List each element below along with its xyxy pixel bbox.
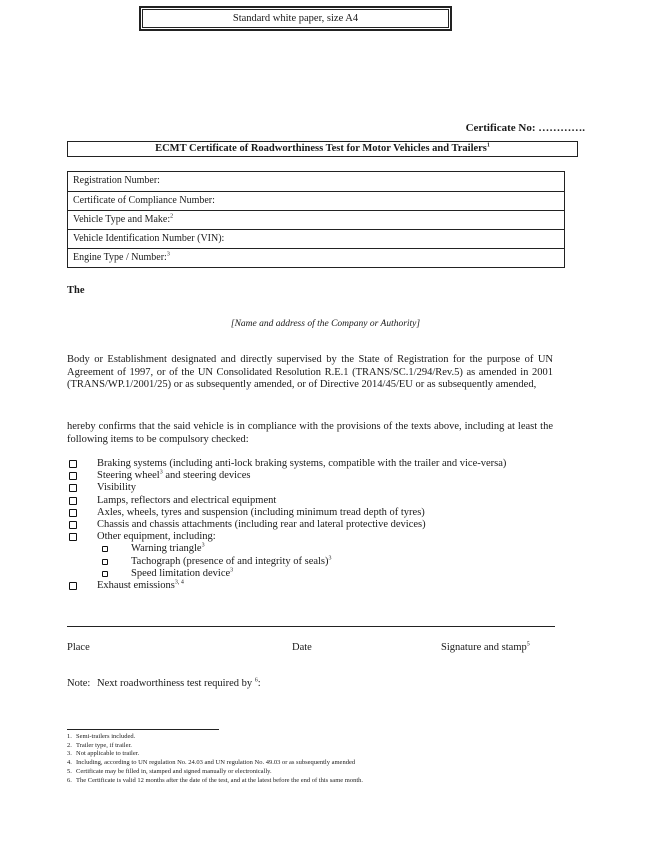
footnote-separator [67,729,219,730]
footnote-text: Semi-trailers included. [76,733,136,740]
checklist-item [67,458,567,470]
authority-placeholder: [Name and address of the Company or Authority] [230,319,421,329]
checklist-text: Steering wheel [97,470,160,482]
field-footnote-ref: 2 [170,213,174,220]
checklist-item [67,580,567,592]
footnote-item [67,750,567,759]
checkbox-icon[interactable] [102,571,108,577]
field-label: Vehicle Type and Make: [73,214,171,225]
sub-checklist-item [67,543,567,555]
sub-checklist-item [67,556,567,568]
checklist-item [67,507,567,519]
checklist-item [67,470,567,482]
checkbox-icon[interactable] [69,484,77,492]
checkbox-icon[interactable] [69,521,77,529]
checkbox-icon[interactable] [102,559,108,565]
field-label: Registration Number: [73,175,160,186]
footnote-text: Not applicable to trailer. [76,750,140,758]
paper-size-text: Standard white paper, size A4 [232,13,359,24]
date-label: Date [292,642,312,653]
sub-checklist-item [67,568,567,580]
checklist-text: Speed limitation device [131,567,231,579]
footnote-text: The Certificate is valid 12 months after the date of the test, and at the latest before the end of this same month. [76,776,363,784]
checkbox-icon[interactable] [69,497,77,505]
footnote-text: Trailer type, if trailer. [76,741,132,749]
footnote-text: Certificate may be filled in, stamped and signed manually or electronically. [76,767,272,775]
note-label: Note: [67,678,91,689]
vehicle-fields-table [67,171,565,268]
designation-paragraph: Body or Establishment designated and directly supervised by the State of Registration for the purpose of UN Agreement of 1997, or of the UN Consolidated Resolution R.E.1 (TRANS/SC.1/294/Rev.5) as amended in 2001 (TRANS/WP.1/2001/25) or as subsequently amended, or of Directive 2014/45/EU or as subsequently amended, [67,354,553,390]
checklist-text: Chassis and chassis attachments (including rear and lateral protective devices) [97,518,426,530]
the-label: The [67,285,85,296]
field-engine-type-number[interactable] [68,248,564,267]
checklist-footnote-ref: 3, 4 [174,579,184,586]
checklist-text: Exhaust emissions [97,579,175,591]
checklist-footnote-ref: 3 [328,555,332,561]
checklist-text: Axles, wheels, tyres and suspension (including minimum tread depth of tyres) [97,506,425,518]
footnote-number: 4. [67,759,72,767]
footnote-item [67,768,567,777]
checklist-item [67,519,567,531]
checklist-text: Braking systems (including anti-lock braking systems, compatible with the trailer and vice-versa) [97,458,507,469]
checklist-text: Lamps, reflectors and electrical equipment [97,494,277,506]
field-label: Engine Type / Number: [73,252,167,263]
checklist-item [67,482,567,494]
document-title [67,141,578,157]
field-certificate-of-compliance-number[interactable] [68,191,564,210]
field-label: Vehicle Identification Number (VIN): [73,233,225,244]
checklist-text: Warning triangle [131,543,202,555]
checklist-item [67,495,567,507]
footnote-text: Including, according to UN regulation No. 24.03 and UN regulation No. 49.03 or as subsequently amended [76,759,356,767]
footnotes [67,733,567,785]
title-text: ECMT Certificate of Roadworthiness Test for Motor Vehicles and Trailers [155,143,487,154]
checkbox-icon[interactable] [69,472,77,480]
field-label: Certificate of Compliance Number: [73,195,215,206]
checkbox-icon[interactable] [69,460,77,468]
field-vin[interactable] [68,229,564,248]
checkbox-icon[interactable] [69,582,77,590]
footnote-number: 6. [67,776,72,784]
note-footnote-ref: 6 [254,677,258,684]
signature-footnote-ref: 5 [526,641,530,648]
checklist-text: Visibility [97,482,137,494]
certificate-number: Certificate No: …………. [465,122,585,134]
footnote-number: 3. [67,750,72,758]
footnote-item [67,742,567,751]
checklist-footnote-ref: 3 [159,469,163,476]
note-text [97,678,261,689]
footnote-item [67,733,567,742]
inspection-checklist [67,458,567,592]
checkbox-icon[interactable] [102,546,108,552]
footnote-item [67,777,567,786]
footnote-item [67,759,567,768]
footnote-number: 5. [67,767,72,775]
checklist-text: Tachograph (presence of and integrity of seals) [131,555,329,567]
place-label: Place [67,642,90,653]
footnote-number: 1. [67,733,72,740]
checkbox-icon[interactable] [69,533,77,541]
signature-text: Signature and stamp [441,642,527,653]
signature-line [67,626,555,627]
checklist-footnote-ref: 3 [201,542,205,549]
field-vehicle-type-and-make[interactable] [68,210,564,229]
footnote-number: 2. [67,741,72,749]
field-registration-number[interactable] [68,172,564,191]
note-suffix: : [257,678,261,689]
note-body: Next roadworthiness test required by [97,678,255,689]
field-footnote-ref: 3 [166,251,170,258]
signature-label [441,642,530,653]
checklist-item [67,531,567,543]
checklist-text-rest: and steering devices [162,470,251,482]
checkbox-icon[interactable] [69,509,77,517]
checklist-footnote-ref: 3 [230,567,234,574]
checklist-text: Other equipment, including: [97,531,216,543]
paper-size-label [139,6,452,31]
confirmation-paragraph: hereby confirms that the said vehicle is in compliance with the provisions of the texts above, including at least the following items to be compulsory checked: [67,421,553,445]
title-footnote-ref: 1 [486,142,490,149]
